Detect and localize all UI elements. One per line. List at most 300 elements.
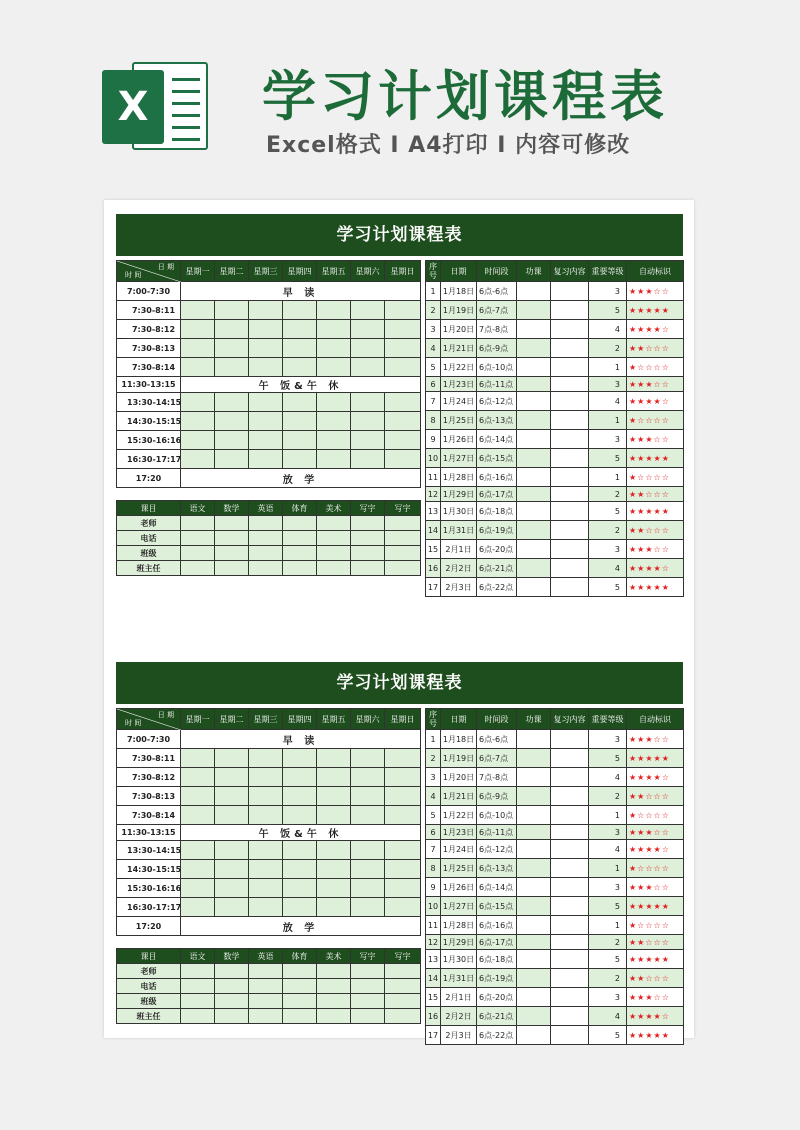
schedule-cell[interactable] (215, 320, 249, 339)
subject-cell[interactable] (317, 561, 351, 576)
subject-cell[interactable] (249, 516, 283, 531)
plan-subject-cell[interactable] (517, 468, 551, 487)
plan-date: 2月3日 (441, 1026, 477, 1045)
schedule-cell[interactable] (317, 431, 351, 450)
plan-no: 3 (426, 320, 441, 339)
subject-cell[interactable] (283, 994, 317, 1009)
plan-subject-cell[interactable] (517, 916, 551, 935)
schedule-cell[interactable] (385, 431, 421, 450)
schedule-cell[interactable] (351, 787, 385, 806)
schedule-cell[interactable] (215, 431, 249, 450)
schedule-cell[interactable] (351, 339, 385, 358)
plan-review-cell[interactable] (551, 916, 589, 935)
plan-stars: ★☆☆☆☆ (627, 468, 684, 487)
subject-cell[interactable] (249, 994, 283, 1009)
plan-stars: ★★★★☆ (627, 320, 684, 339)
plan-subject-cell[interactable] (517, 339, 551, 358)
plan-stars: ★★★☆☆ (627, 540, 684, 559)
plan-subject-cell[interactable] (517, 1007, 551, 1026)
schedule-cell[interactable] (385, 841, 421, 860)
schedule-cell[interactable] (283, 358, 317, 377)
subject-cell[interactable] (215, 516, 249, 531)
plan-review-cell[interactable] (551, 468, 589, 487)
schedule-cell[interactable] (249, 339, 283, 358)
plan-level: 1 (589, 916, 627, 935)
plan-subject-cell[interactable] (517, 950, 551, 969)
schedule-cell[interactable] (317, 806, 351, 825)
plan-stars: ★★★☆☆ (627, 282, 684, 301)
plan-time: 6点-20点 (477, 540, 517, 559)
subject-cell[interactable] (317, 964, 351, 979)
schedule-cell[interactable] (283, 841, 317, 860)
subject-cell[interactable] (351, 964, 385, 979)
subject-cell[interactable] (215, 979, 249, 994)
schedule-cell[interactable] (181, 450, 215, 469)
time-cell: 16:30-17:17 (117, 898, 181, 917)
plan-stars: ★★★★★ (627, 950, 684, 969)
schedule-cell[interactable] (317, 841, 351, 860)
lunch-break-label: 午 饭&午 休 (181, 825, 421, 841)
plan-subject-cell[interactable] (517, 859, 551, 878)
schedule-cell[interactable] (181, 806, 215, 825)
schedule-cell[interactable] (317, 749, 351, 768)
subject-cell[interactable] (385, 964, 421, 979)
schedule-cell[interactable] (385, 339, 421, 358)
time-cell: 7:30-8:14 (117, 806, 181, 825)
plan-review-cell[interactable] (551, 282, 589, 301)
schedule-cell[interactable] (249, 860, 283, 879)
plan-subject-cell[interactable] (517, 377, 551, 392)
schedule-cell[interactable] (385, 860, 421, 879)
plan-subject-cell[interactable] (517, 430, 551, 449)
schedule-cell[interactable] (249, 806, 283, 825)
day-header: 星期四 (283, 261, 317, 282)
schedule-cell[interactable] (283, 339, 317, 358)
plan-level: 2 (589, 521, 627, 540)
subject-cell[interactable] (215, 531, 249, 546)
plan-subject-cell[interactable] (517, 392, 551, 411)
subject-cell[interactable] (351, 531, 385, 546)
schedule-cell[interactable] (283, 860, 317, 879)
plan-level: 4 (589, 392, 627, 411)
plan-subject-cell[interactable] (517, 749, 551, 768)
plan-subject-cell[interactable] (517, 282, 551, 301)
subject-cell[interactable] (249, 546, 283, 561)
plan-subject-cell[interactable] (517, 559, 551, 578)
plan-subject-cell[interactable] (517, 768, 551, 787)
subject-cell[interactable] (181, 516, 215, 531)
subject-cell[interactable] (283, 1009, 317, 1024)
plan-no: 11 (426, 916, 441, 935)
plan-review-cell[interactable] (551, 377, 589, 392)
plan-no: 8 (426, 411, 441, 430)
schedule-cell[interactable] (317, 393, 351, 412)
schedule-cell[interactable] (283, 450, 317, 469)
schedule-cell[interactable] (317, 879, 351, 898)
schedule-cell[interactable] (181, 320, 215, 339)
schedule-cell[interactable] (249, 301, 283, 320)
schedule-cell[interactable] (181, 393, 215, 412)
plan-review-cell[interactable] (551, 935, 589, 950)
subject-cell[interactable] (385, 561, 421, 576)
subject-cell[interactable] (181, 561, 215, 576)
schedule-cell[interactable] (283, 879, 317, 898)
plan-review-cell[interactable] (551, 768, 589, 787)
plan-subject-cell[interactable] (517, 502, 551, 521)
subject-cell[interactable] (215, 546, 249, 561)
schedule-cell[interactable] (181, 879, 215, 898)
subject-cell[interactable] (385, 979, 421, 994)
subject-cell[interactable] (351, 516, 385, 531)
plan-subject-cell[interactable] (517, 1026, 551, 1045)
plan-subject-cell[interactable] (517, 301, 551, 320)
plan-time: 6点-17点 (477, 487, 517, 502)
day-header: 星期三 (249, 261, 283, 282)
plan-subject-cell[interactable] (517, 730, 551, 749)
schedule-cell[interactable] (385, 393, 421, 412)
schedule-cell[interactable] (283, 412, 317, 431)
schedule-cell[interactable] (215, 358, 249, 377)
schedule-cell[interactable] (215, 393, 249, 412)
plan-review-cell[interactable] (551, 988, 589, 1007)
schedule-cell[interactable] (385, 787, 421, 806)
subject-cell[interactable] (181, 531, 215, 546)
sheet-2 (116, 662, 683, 1040)
schedule-cell[interactable] (249, 412, 283, 431)
plan-review-cell[interactable] (551, 878, 589, 897)
subject-cell[interactable] (317, 531, 351, 546)
schedule-cell[interactable] (215, 749, 249, 768)
schedule-cell[interactable] (249, 358, 283, 377)
subject-cell[interactable] (385, 546, 421, 561)
subject-header: 数学 (215, 949, 249, 964)
schedule-cell[interactable] (181, 898, 215, 917)
plan-review-cell[interactable] (551, 521, 589, 540)
plan-review-cell[interactable] (551, 449, 589, 468)
plan-review-cell[interactable] (551, 559, 589, 578)
schedule-cell[interactable] (283, 787, 317, 806)
subject-cell[interactable] (351, 979, 385, 994)
plan-date: 1月25日 (441, 411, 477, 430)
time-cell: 7:30-8:12 (117, 320, 181, 339)
plan-subject-cell[interactable] (517, 449, 551, 468)
subject-cell[interactable] (283, 531, 317, 546)
schedule-cell[interactable] (249, 450, 283, 469)
subject-cell[interactable] (385, 994, 421, 1009)
plan-review-cell[interactable] (551, 950, 589, 969)
subject-cell[interactable] (215, 964, 249, 979)
subject-cell[interactable] (181, 979, 215, 994)
subject-header: 写字 (385, 501, 421, 516)
subject-cell[interactable] (215, 994, 249, 1009)
subject-header: 语文 (181, 949, 215, 964)
subject-cell[interactable] (317, 546, 351, 561)
plan-date: 1月19日 (441, 749, 477, 768)
plan-level: 4 (589, 768, 627, 787)
plan-review-cell[interactable] (551, 897, 589, 916)
subject-cell[interactable] (385, 516, 421, 531)
plan-stars: ★☆☆☆☆ (627, 806, 684, 825)
subject-cell[interactable] (181, 994, 215, 1009)
schedule-cell[interactable] (249, 431, 283, 450)
plan-subject-cell[interactable] (517, 825, 551, 840)
subject-cell[interactable] (385, 531, 421, 546)
schedule-cell[interactable] (317, 898, 351, 917)
schedule-cell[interactable] (351, 749, 385, 768)
plan-review-cell[interactable] (551, 540, 589, 559)
schedule-cell[interactable] (385, 749, 421, 768)
subject-cell[interactable] (283, 964, 317, 979)
subject-cell[interactable] (351, 994, 385, 1009)
plan-date: 1月19日 (441, 301, 477, 320)
subject-cell[interactable] (181, 546, 215, 561)
plan-level: 2 (589, 935, 627, 950)
plan-subject-cell[interactable] (517, 897, 551, 916)
subject-cell[interactable] (249, 964, 283, 979)
schedule-cell[interactable] (181, 787, 215, 806)
plan-subject-cell[interactable] (517, 840, 551, 859)
schedule-cell[interactable] (181, 749, 215, 768)
plan-subject-cell[interactable] (517, 969, 551, 988)
schedule-cell[interactable] (283, 749, 317, 768)
schedule-cell[interactable] (283, 320, 317, 339)
plan-review-cell[interactable] (551, 859, 589, 878)
plan-review-cell[interactable] (551, 487, 589, 502)
plan-level: 4 (589, 840, 627, 859)
plan-review-cell[interactable] (551, 1026, 589, 1045)
plan-table (425, 708, 684, 1045)
schedule-cell[interactable] (317, 320, 351, 339)
schedule-cell[interactable] (351, 841, 385, 860)
schedule-cell[interactable] (215, 806, 249, 825)
schedule-cell[interactable] (215, 787, 249, 806)
plan-time: 6点-10点 (477, 358, 517, 377)
subject-cell[interactable] (249, 1009, 283, 1024)
schedule-cell[interactable] (317, 301, 351, 320)
schedule-cell[interactable] (215, 768, 249, 787)
plan-review-cell[interactable] (551, 730, 589, 749)
plan-time: 6点-21点 (477, 559, 517, 578)
plan-review-cell[interactable] (551, 320, 589, 339)
schedule-cell[interactable] (351, 412, 385, 431)
schedule-cell[interactable] (215, 412, 249, 431)
time-cell: 13:30-14:15 (117, 841, 181, 860)
schedule-cell[interactable] (351, 768, 385, 787)
schedule-cell[interactable] (215, 301, 249, 320)
plan-time: 6点-18点 (477, 950, 517, 969)
schedule-cell[interactable] (385, 412, 421, 431)
plan-subject-cell[interactable] (517, 521, 551, 540)
plan-time: 6点-22点 (477, 578, 517, 597)
schedule-cell[interactable] (249, 768, 283, 787)
schedule-table (116, 260, 421, 488)
subject-cell[interactable] (317, 516, 351, 531)
schedule-cell[interactable] (249, 749, 283, 768)
schedule-cell[interactable] (317, 768, 351, 787)
plan-subject-cell[interactable] (517, 806, 551, 825)
schedule-cell[interactable] (215, 450, 249, 469)
plan-subject-cell[interactable] (517, 578, 551, 597)
subject-header: 美术 (317, 501, 351, 516)
plan-review-cell[interactable] (551, 840, 589, 859)
schedule-cell[interactable] (351, 358, 385, 377)
plan-stars: ★☆☆☆☆ (627, 358, 684, 377)
plan-no: 13 (426, 502, 441, 521)
schedule-cell[interactable] (181, 860, 215, 879)
schedule-cell[interactable] (385, 768, 421, 787)
schedule-cell[interactable] (283, 393, 317, 412)
schedule-cell[interactable] (249, 898, 283, 917)
schedule-cell[interactable] (351, 450, 385, 469)
plan-subject-cell[interactable] (517, 540, 551, 559)
schedule-cell[interactable] (351, 860, 385, 879)
schedule-cell[interactable] (181, 412, 215, 431)
plan-date: 1月28日 (441, 916, 477, 935)
plan-review-cell[interactable] (551, 411, 589, 430)
plan-level: 1 (589, 468, 627, 487)
schedule-cell[interactable] (249, 320, 283, 339)
plan-review-cell[interactable] (551, 430, 589, 449)
plan-review-cell[interactable] (551, 339, 589, 358)
schedule-cell[interactable] (215, 898, 249, 917)
schedule-cell[interactable] (385, 358, 421, 377)
plan-subject-cell[interactable] (517, 320, 551, 339)
schedule-cell[interactable] (283, 301, 317, 320)
plan-level: 3 (589, 282, 627, 301)
subject-cell[interactable] (181, 964, 215, 979)
schedule-cell[interactable] (181, 841, 215, 860)
subject-cell[interactable] (215, 561, 249, 576)
schedule-cell[interactable] (317, 860, 351, 879)
plan-review-cell[interactable] (551, 969, 589, 988)
schedule-cell[interactable] (181, 358, 215, 377)
schedule-cell[interactable] (385, 320, 421, 339)
schedule-cell[interactable] (351, 393, 385, 412)
plan-date: 1月24日 (441, 392, 477, 411)
plan-subject-cell[interactable] (517, 878, 551, 897)
schedule-cell[interactable] (351, 806, 385, 825)
plan-review-cell[interactable] (551, 806, 589, 825)
schedule-cell[interactable] (385, 450, 421, 469)
schedule-cell[interactable] (385, 806, 421, 825)
day-header: 星期二 (215, 261, 249, 282)
plan-review-cell[interactable] (551, 787, 589, 806)
schedule-cell[interactable] (351, 431, 385, 450)
subject-cell[interactable] (385, 1009, 421, 1024)
plan-subject-cell[interactable] (517, 935, 551, 950)
plan-no: 10 (426, 449, 441, 468)
plan-review-cell[interactable] (551, 301, 589, 320)
schedule-cell[interactable] (351, 320, 385, 339)
subject-cell[interactable] (249, 531, 283, 546)
plan-time: 6点-15点 (477, 897, 517, 916)
subject-cell[interactable] (283, 979, 317, 994)
schedule-cell[interactable] (249, 841, 283, 860)
subject-cell[interactable] (249, 979, 283, 994)
plan-date: 2月2日 (441, 559, 477, 578)
schedule-cell[interactable] (351, 301, 385, 320)
schedule-cell[interactable] (317, 339, 351, 358)
subject-cell[interactable] (317, 979, 351, 994)
plan-review-cell[interactable] (551, 578, 589, 597)
schedule-cell[interactable] (181, 301, 215, 320)
plan-no: 5 (426, 806, 441, 825)
schedule-cell[interactable] (283, 768, 317, 787)
schedule-cell[interactable] (181, 431, 215, 450)
schedule-cell[interactable] (317, 450, 351, 469)
schedule-cell[interactable] (215, 879, 249, 898)
schedule-cell[interactable] (317, 412, 351, 431)
schedule-cell[interactable] (317, 358, 351, 377)
schedule-cell[interactable] (283, 898, 317, 917)
schedule-cell[interactable] (215, 339, 249, 358)
schedule-cell[interactable] (215, 841, 249, 860)
plan-subject-cell[interactable] (517, 487, 551, 502)
schedule-cell[interactable] (249, 787, 283, 806)
schedule-cell[interactable] (351, 879, 385, 898)
plan-review-cell[interactable] (551, 825, 589, 840)
plan-review-cell[interactable] (551, 1007, 589, 1026)
schedule-cell[interactable] (385, 301, 421, 320)
subject-cell[interactable] (215, 1009, 249, 1024)
plan-review-cell[interactable] (551, 392, 589, 411)
plan-subject-cell[interactable] (517, 787, 551, 806)
schedule-cell[interactable] (181, 339, 215, 358)
schedule-cell[interactable] (351, 898, 385, 917)
subject-cell[interactable] (283, 516, 317, 531)
schedule-cell[interactable] (283, 431, 317, 450)
plan-time: 6点-13点 (477, 411, 517, 430)
plan-level: 4 (589, 559, 627, 578)
schedule-cell[interactable] (249, 879, 283, 898)
plan-no: 6 (426, 377, 441, 392)
subject-cell[interactable] (317, 1009, 351, 1024)
schedule-cell[interactable] (317, 787, 351, 806)
time-cell: 14:30-15:15 (117, 412, 181, 431)
subject-cell[interactable] (351, 561, 385, 576)
schedule-cell[interactable] (385, 898, 421, 917)
subject-cell[interactable] (249, 561, 283, 576)
plan-level: 4 (589, 320, 627, 339)
schedule-cell[interactable] (181, 768, 215, 787)
plan-level: 5 (589, 578, 627, 597)
plan-no: 14 (426, 521, 441, 540)
subject-cell[interactable] (317, 994, 351, 1009)
plan-header: 复习内容 (551, 709, 589, 730)
plan-subject-cell[interactable] (517, 988, 551, 1007)
plan-subject-cell[interactable] (517, 358, 551, 377)
plan-review-cell[interactable] (551, 358, 589, 377)
plan-no: 9 (426, 430, 441, 449)
lunch-break-label: 午 饭&午 休 (181, 377, 421, 393)
plan-date: 1月27日 (441, 897, 477, 916)
subject-cell[interactable] (181, 1009, 215, 1024)
plan-subject-cell[interactable] (517, 411, 551, 430)
plan-level: 1 (589, 806, 627, 825)
plan-no: 16 (426, 1007, 441, 1026)
schedule-cell[interactable] (385, 879, 421, 898)
schedule-cell[interactable] (283, 806, 317, 825)
plan-review-cell[interactable] (551, 749, 589, 768)
schedule-cell[interactable] (215, 860, 249, 879)
schedule-cell[interactable] (249, 393, 283, 412)
plan-review-cell[interactable] (551, 502, 589, 521)
subject-row-label: 电话 (117, 979, 181, 994)
subject-cell[interactable] (351, 546, 385, 561)
subject-cell[interactable] (283, 561, 317, 576)
subject-cell[interactable] (351, 1009, 385, 1024)
subject-cell[interactable] (283, 546, 317, 561)
